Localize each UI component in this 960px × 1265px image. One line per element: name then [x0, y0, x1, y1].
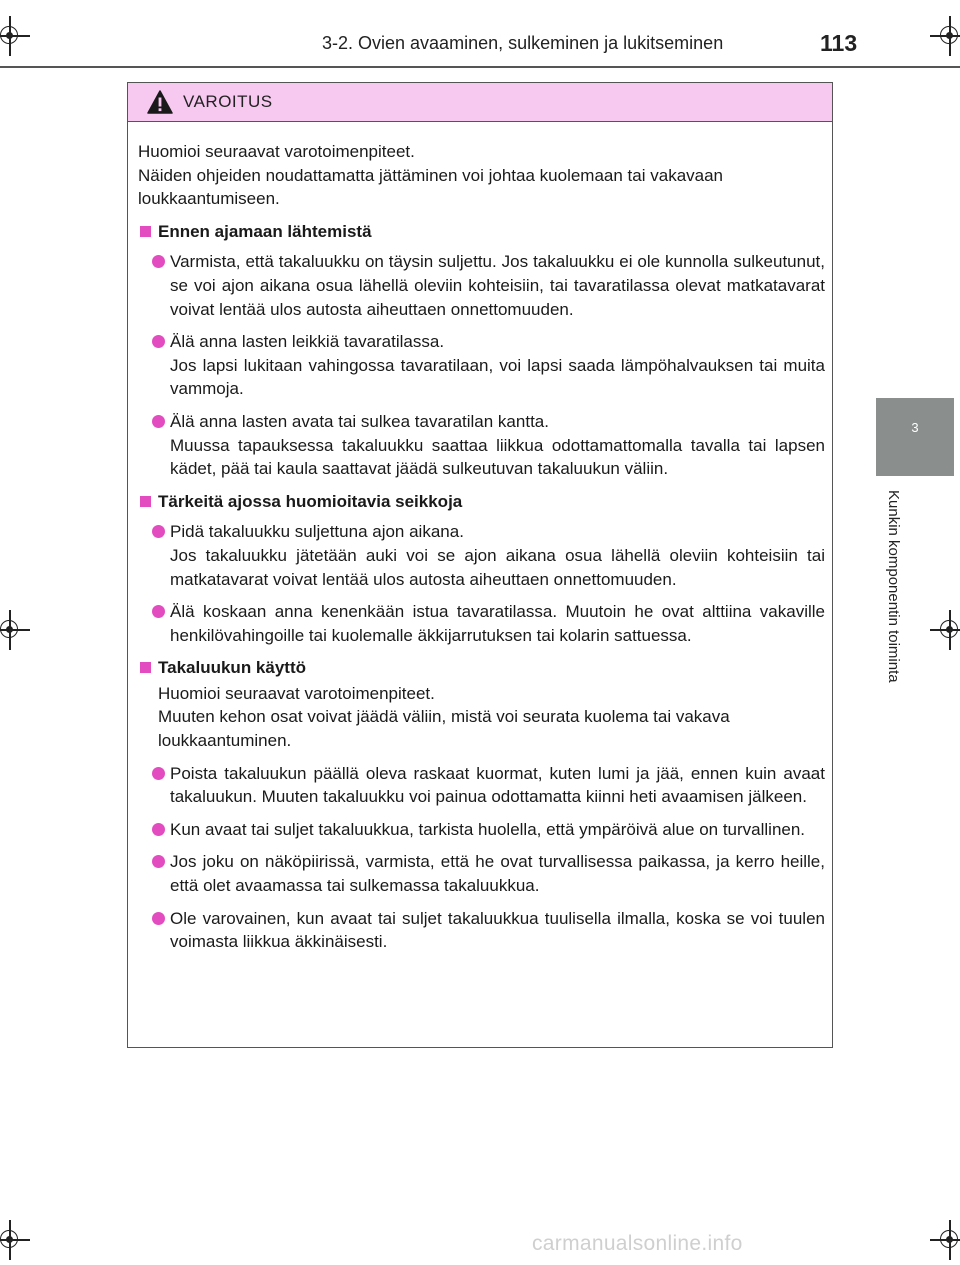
registration-mark-top-left [0, 22, 24, 50]
warning-header [128, 83, 832, 122]
watermark: carmanualsonline.info [532, 1232, 743, 1255]
bullet-icon [152, 823, 165, 836]
bullet-icon [152, 255, 165, 268]
chapter-label [884, 490, 904, 730]
section-intro: Huomioi seuraavat varotoimenpiteet. Muuten kehon osat voivat jäädä väliin, mistä voi seurata kuolema tai vakava loukkaantuminen. [158, 683, 730, 751]
registration-mark-bottom-right [936, 1226, 960, 1254]
warning-intro-line: Huomioi seuraavat varotoimenpiteet. [138, 142, 415, 161]
registration-mark-top-right [936, 22, 960, 50]
bullet-icon [152, 525, 165, 538]
bullet-icon [152, 605, 165, 618]
bullet-icon [152, 415, 165, 428]
warning-body [128, 122, 832, 954]
list-item: Kun avaat tai suljet takaluukkua, tarkista huolella, että ympäröivä alue on turvallinen. [138, 818, 825, 842]
warning-intro-line-2: Näiden ohjeiden noudattamatta jättäminen voi johtaa kuolemaan tai vakavaan loukkaantumiseen. [138, 165, 724, 209]
section-bullet-icon [140, 496, 151, 507]
bullet-icon [152, 855, 165, 868]
section-heading: Tärkeitä ajossa huomioitavia seikkoja [138, 490, 825, 514]
list-item: Varmista, että takaluukku on täysin suljettu. Jos takaluukku ei ole kunnolla sulkeutunut, se voi ajon aikana osua lähellä oleviin kohteisiin, tai tavaratilassa olevat matkatavarat voivat lentää ulos autosta aiheuttaen onnettomuuden. [138, 250, 825, 321]
chapter-number: 3 [911, 420, 919, 435]
list-item: Älä anna lasten leikkiä tavaratilassa. Jos lapsi lukitaan vahingossa tavaratilaan, voi lapsi saada lämpöhalvauksen tai muita vammoja. [138, 330, 825, 401]
list-item: Älä anna lasten avata tai sulkea tavaratilan kantta. Muussa tapauksessa takaluukku saattaa liikkua odottamattomalla tavalla tai lapsen kädet, pää tai kaula saattavat jäädä sulkeutuvan takaluukun väliin. [138, 410, 825, 481]
warning-title: VAROITUS [183, 92, 273, 111]
section-header-title: 3-2. Ovien avaaminen, sulkeminen ja lukitseminen [322, 33, 724, 53]
bullet-icon [152, 767, 165, 780]
chapter-label-text: Kunkin komponentin toiminta [885, 490, 902, 683]
warning-intro [138, 140, 825, 211]
list-item: Ole varovainen, kun avaat tai suljet takaluukkua tuulisella ilmalla, koska se voi tuulen voimasta liikkua äkkinäisesti. [138, 907, 825, 954]
section-heading: Ennen ajamaan lähtemistä [138, 220, 825, 244]
registration-mark-mid-right [936, 616, 960, 644]
section-bullet-icon [140, 662, 151, 673]
registration-mark-mid-left [0, 616, 24, 644]
registration-mark-bottom-left [0, 1226, 24, 1254]
list-item: Älä koskaan anna kenenkään istua tavaratilassa. Muutoin he ovat alttiina vakaville henkilövahingoille tai kuolemalle äkkijarrutuksen tai kolarin sattuessa. [138, 600, 825, 647]
chapter-tab [876, 398, 954, 476]
list-item: Poista takaluukun päällä oleva raskaat kuormat, kuten lumi ja jää, ennen kuin avaat takaluukun. Muuten takaluukku voi painua odottamatta kiinni heti avaamisen jälkeen. [138, 762, 825, 809]
list-item: Jos joku on näköpiirissä, varmista, että he ovat turvallisessa paikassa, ja kerro heille, että olet avaamassa tai sulkemassa takaluukkua. [138, 850, 825, 897]
warning-triangle-icon [147, 90, 173, 114]
bullet-icon [152, 335, 165, 348]
section-bullet-icon [140, 226, 151, 237]
list-item: Pidä takaluukku suljettuna ajon aikana. Jos takaluukku jätetään auki voi se ajon aikana osua lähellä oleviin kohteisiin tai matkatavarat voivat lentää ulos autosta aiheuttaen onnettomuuden. [138, 520, 825, 591]
bullet-icon [152, 912, 165, 925]
warning-box [127, 82, 833, 1048]
section-heading: Takaluukun käyttö [138, 656, 825, 680]
page-number: 113 [820, 30, 858, 56]
header-divider [0, 66, 960, 68]
